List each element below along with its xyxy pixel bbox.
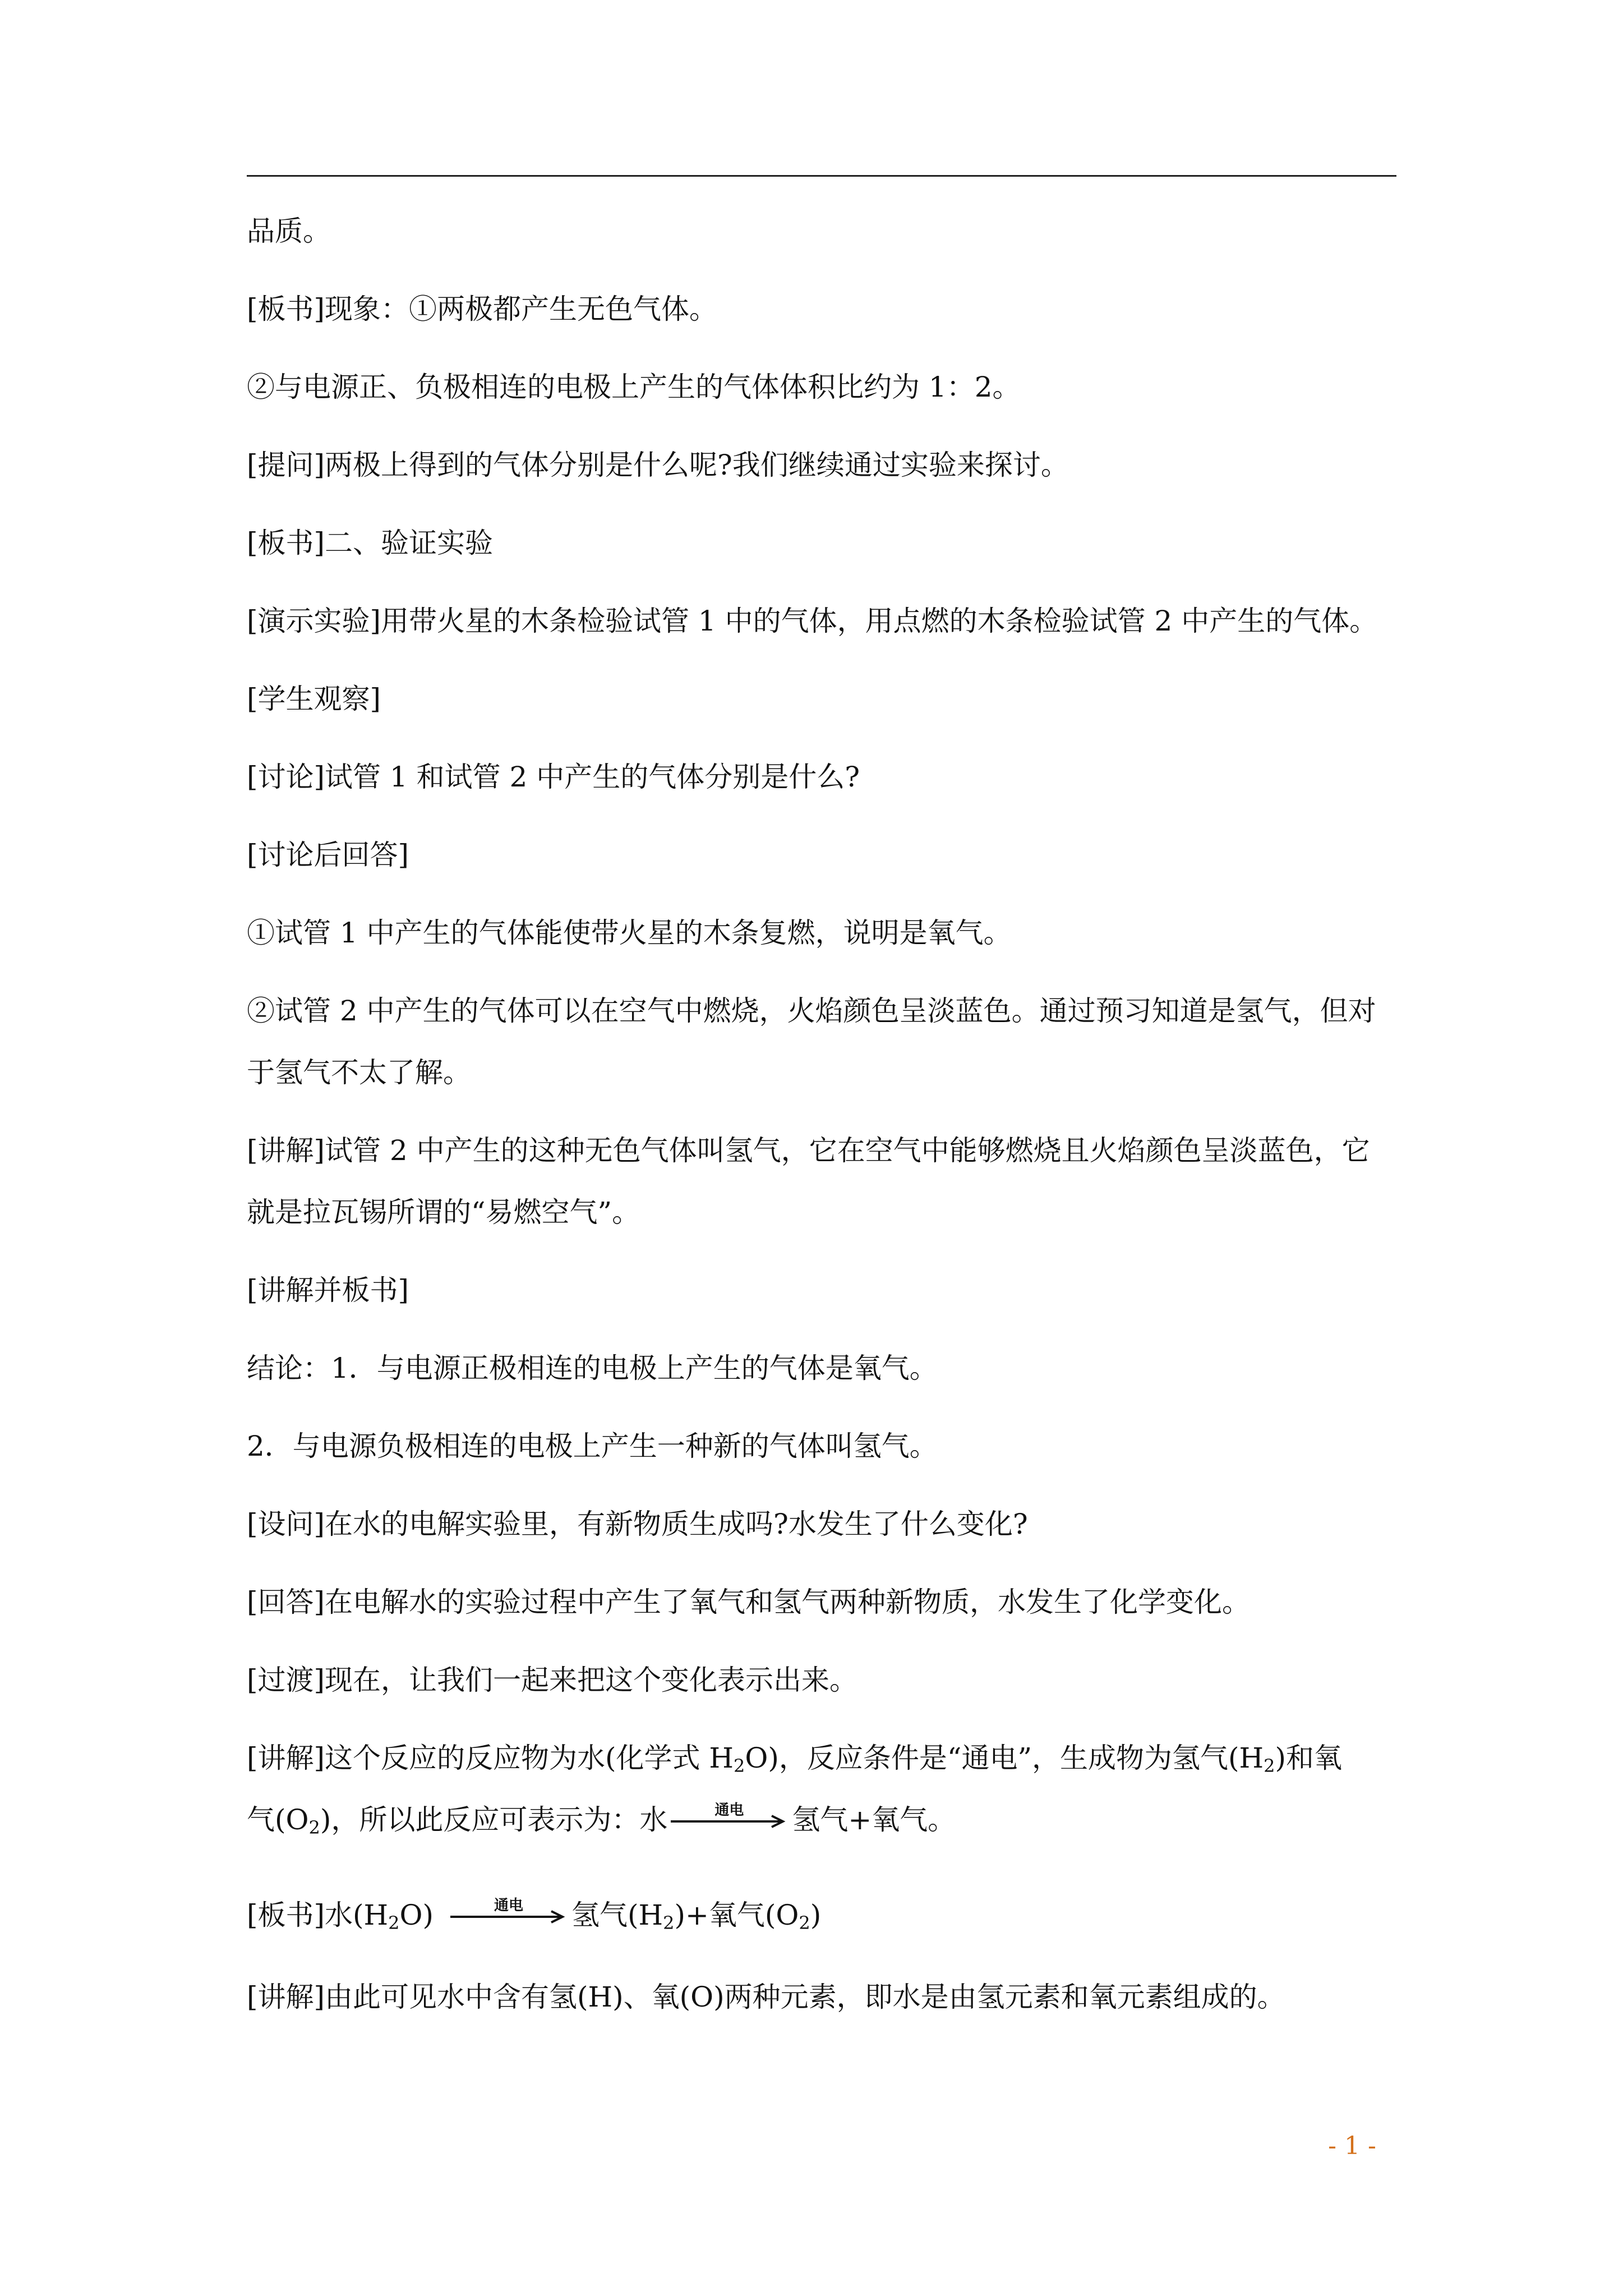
text-line: ②与电源正、负极相连的电极上产生的气体体积比约为 1：2。 (247, 371, 1021, 403)
text-line: [提问]两极上得到的气体分别是什么呢?我们继续通过实验来探讨。 (247, 449, 1069, 481)
text-line: [讲解并板书] (247, 1274, 409, 1306)
page-number: - 1 - (1328, 2132, 1376, 2160)
text-line: 于氢气不太了解。 (247, 1056, 471, 1089)
header-rule (247, 175, 1396, 177)
reaction-arrow (671, 1802, 789, 1833)
text-line: [过渡]现在，让我们一起来把这个变化表示出来。 (247, 1664, 858, 1696)
text-line: [讨论后回答] (247, 839, 409, 871)
text-line: 2．与电源负极相连的电极上产生一种新的气体叫氢气。 (247, 1430, 938, 1462)
text-line: [回答]在电解水的实验过程中产生了氧气和氢气两种新物质，水发生了化学变化。 (247, 1586, 1251, 1618)
arrow-condition-label: 通电 (714, 1802, 744, 1819)
text-line: 品质。 (247, 215, 331, 247)
text-line: 就是拉瓦锡所谓的“易燃空气”。 (247, 1196, 640, 1228)
text-line: ①试管 1 中产生的气体能使带火星的木条复燃，说明是氧气。 (247, 917, 1012, 949)
text-line: [讲解]由此可见水中含有氢(H)、氧(O)两种元素，即水是由氢元素和氧元素组成的。 (247, 1981, 1285, 2013)
text-line: [讨论]试管 1 和试管 2 中产生的气体分别是什么? (247, 761, 860, 793)
reaction-arrow (450, 1897, 568, 1928)
text-line: 结论：1．与电源正极相连的电极上产生的气体是氧气。 (247, 1352, 938, 1384)
text-line: ②试管 2 中产生的气体可以在空气中燃烧，火焰颜色呈淡蓝色。通过预习知道是氢气，但对 (247, 995, 1376, 1027)
document-body (247, 209, 1396, 2053)
text-line: [板书]现象：①两极都产生无色气体。 (247, 293, 718, 325)
arrow-condition-label: 通电 (494, 1897, 523, 1914)
explain-formula-line-1: [讲解]这个反应的反应物为水(化学式 $H_2O$)，反应条件是“通电”，生成物为氢气$(H_2)$和氧 (247, 1742, 1342, 1777)
text-line: [学生观察] (247, 683, 381, 715)
board-formula-line: [板书]水$(H_2O)$ 通电 氢气$(H_2)+$氧气$(O_2)$ (247, 1893, 1396, 1975)
text-line: [演示实验]用带火星的木条检验试管 1 中的气体，用点燃的木条检验试管 2 中产生的气体。 (247, 605, 1378, 637)
text-line: [设问]在水的电解实验里，有新物质生成吗?水发生了什么变化? (247, 1508, 1028, 1540)
text-line: [板书]二、验证实验 (247, 527, 494, 559)
text-line: [讲解]试管 2 中产生的这种无色气体叫氢气，它在空气中能够燃烧且火焰颜色呈淡蓝色，它 (247, 1134, 1370, 1167)
explain-formula-line-2: 气$(O_2)$，所以此反应可表示为：水 通电 氢气+氧气。 (247, 1797, 1396, 1893)
